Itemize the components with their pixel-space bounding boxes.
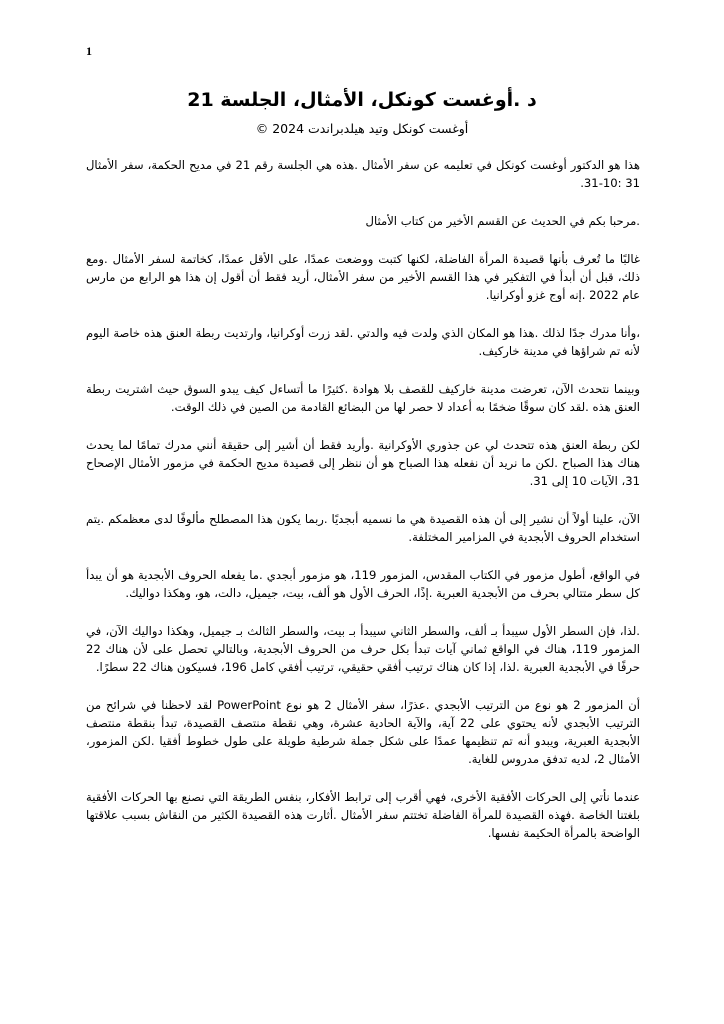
paragraph: عندما نأتي إلى الحركات الأفقية الأخرى، فهي أقرب إلى ترابط الأفكار، بنفس الطريقة التي نصنع بها الحركات الأفقية بلغتنا الخاصة .فهذه القصيدة للمرأة الفاضلة تختتم سفر الأمثال .أثارت هذه القصيدة الكثير من النقاش بسبب علاقتها الواضحة بالمرأة الحكيمة نفسها. (86, 790, 640, 840)
document-title: د .أوغست كونكل، الأمثال، الجلسة 21 (187, 89, 537, 111)
paragraph: لكن ربطة العنق هذه تتحدث لي عن جذوري الأوكرانية .وأريد فقط أن أشير إلى حقيقة أنني مدرك تمامًا لما يحدث هناك هذا الصباح .لكن ما نريد أن نفعله هذا الصباح هو أن ننظر إلى قصيدة مديح الحكمة في مزمور الأمثال الإصحاح 31، الآيات 10 إلى 31. (86, 438, 640, 488)
page-number: 1 (86, 44, 92, 58)
paragraph: غالبًا ما تُعرف بأنها قصيدة المرأة الفاضلة، لكنها كتبت ووضعت عمدًا، على الأقل عمدًا، كخاتمة لسفر الأمثال .ومع ذلك، قبل أن أبدأ في التفكير في هذا القسم الأخير من سفر الأمثال، أريد فقط أن أقول إن هذا هو الرابع من مارس عام 2022 .إنه أوج غزو أوكرانيا. (86, 252, 640, 302)
paragraph: وبينما نتحدث الآن، تعرضت مدينة خاركيف للقصف بلا هوادة .كثيرًا ما أتساءل كيف يبدو السوق حيث اشتريت ربطة العنق هذه .لقد كان سوقًا ضخمًا به أعداد لا حصر لها من البضائع القادمة من الصين في ذلك الوقت. (86, 382, 640, 414)
paragraph: الآن، علينا أولاً أن نشير إلى أن هذه القصيدة هي ما نسميه أبجديًا .ربما يكون هذا المصطلح مألوفًا لدى معظمكم .يتم استخدام الحروف الأبجدية في المزامير المختلفة. (86, 512, 640, 544)
paragraph: أن المزمور 2 هو نوع من الترتيب الأبجدي .عذرًا، سفر الأمثال 2 هو نوع PowerPoint لقد لاحظنا في شرائح من الترتيب الأبجدي لأنه يحتوي على 22 آية، والآية الحادية عشرة، وهي نقطة منتصف القصيدة، تبدأ بنقطة منتصف الأبجدية العبرية، ويبدو أنه تم تنظيمها عمدًا على شكل جملة شرطية طويلة على طول خطوط أفقيا .لكن المزمور، الأمثال 2، لديه تدفق مدروس للغاية. (86, 698, 641, 766)
document-subtitle: أوغست كونكل وتيد هيلدبراندت 2024 © (255, 121, 469, 136)
paragraph: .لذا، فإن السطر الأول سيبدأ بـ ألف، والسطر الثاني سيبدأ بـ بيت، والسطر الثالث بـ جيميل، وهكذا دواليك الآن، في المزمور 119، هناك في الواقع ثماني آيات تبدأ بكل حرف من الحروف الأبجدية، وبالتالي تحصل على لأن هناك 22 حرفًا في الأبجدية العبرية .لذا، إذا كان هناك ترتيب أفقي حقيقي، ترتيب أفقي كامل 196، فسيكون هناك 22 سطرًا. (86, 624, 640, 674)
paragraph: ،وأنا مدرك جدًا لذلك .هذا هو المكان الذي ولدت فيه والدتي .لقد زرت أوكرانيا، وارتديت ربطة العنق هذه خاصة اليوم لأنه تم شراؤها في مدينة خاركيف. (86, 326, 640, 358)
paragraph: في الواقع، أطول مزمور في الكتاب المقدس، المزمور 119، هو مزمور أبجدي .ما يفعله الحروف الأبجدية هو أن يبدأ كل سطر متتالي بحرف من الأبجدية العبرية .إذًا، الحرف الأول هو ألف، بيت، جيميل، دالت، هو، وهكذا دواليك. (86, 568, 640, 600)
document-body (86, 156, 640, 862)
paragraph: هذا هو الدكتور أوغست كونكل في تعليمه عن سفر الأمثال .هذه هي الجلسة رقم 21 في مديح الحكمة، سفر الأمثال 31 :10-31. (86, 158, 640, 190)
paragraph: .مرحبا بكم في الحديث عن القسم الأخير من كتاب الأمثال (365, 214, 640, 228)
